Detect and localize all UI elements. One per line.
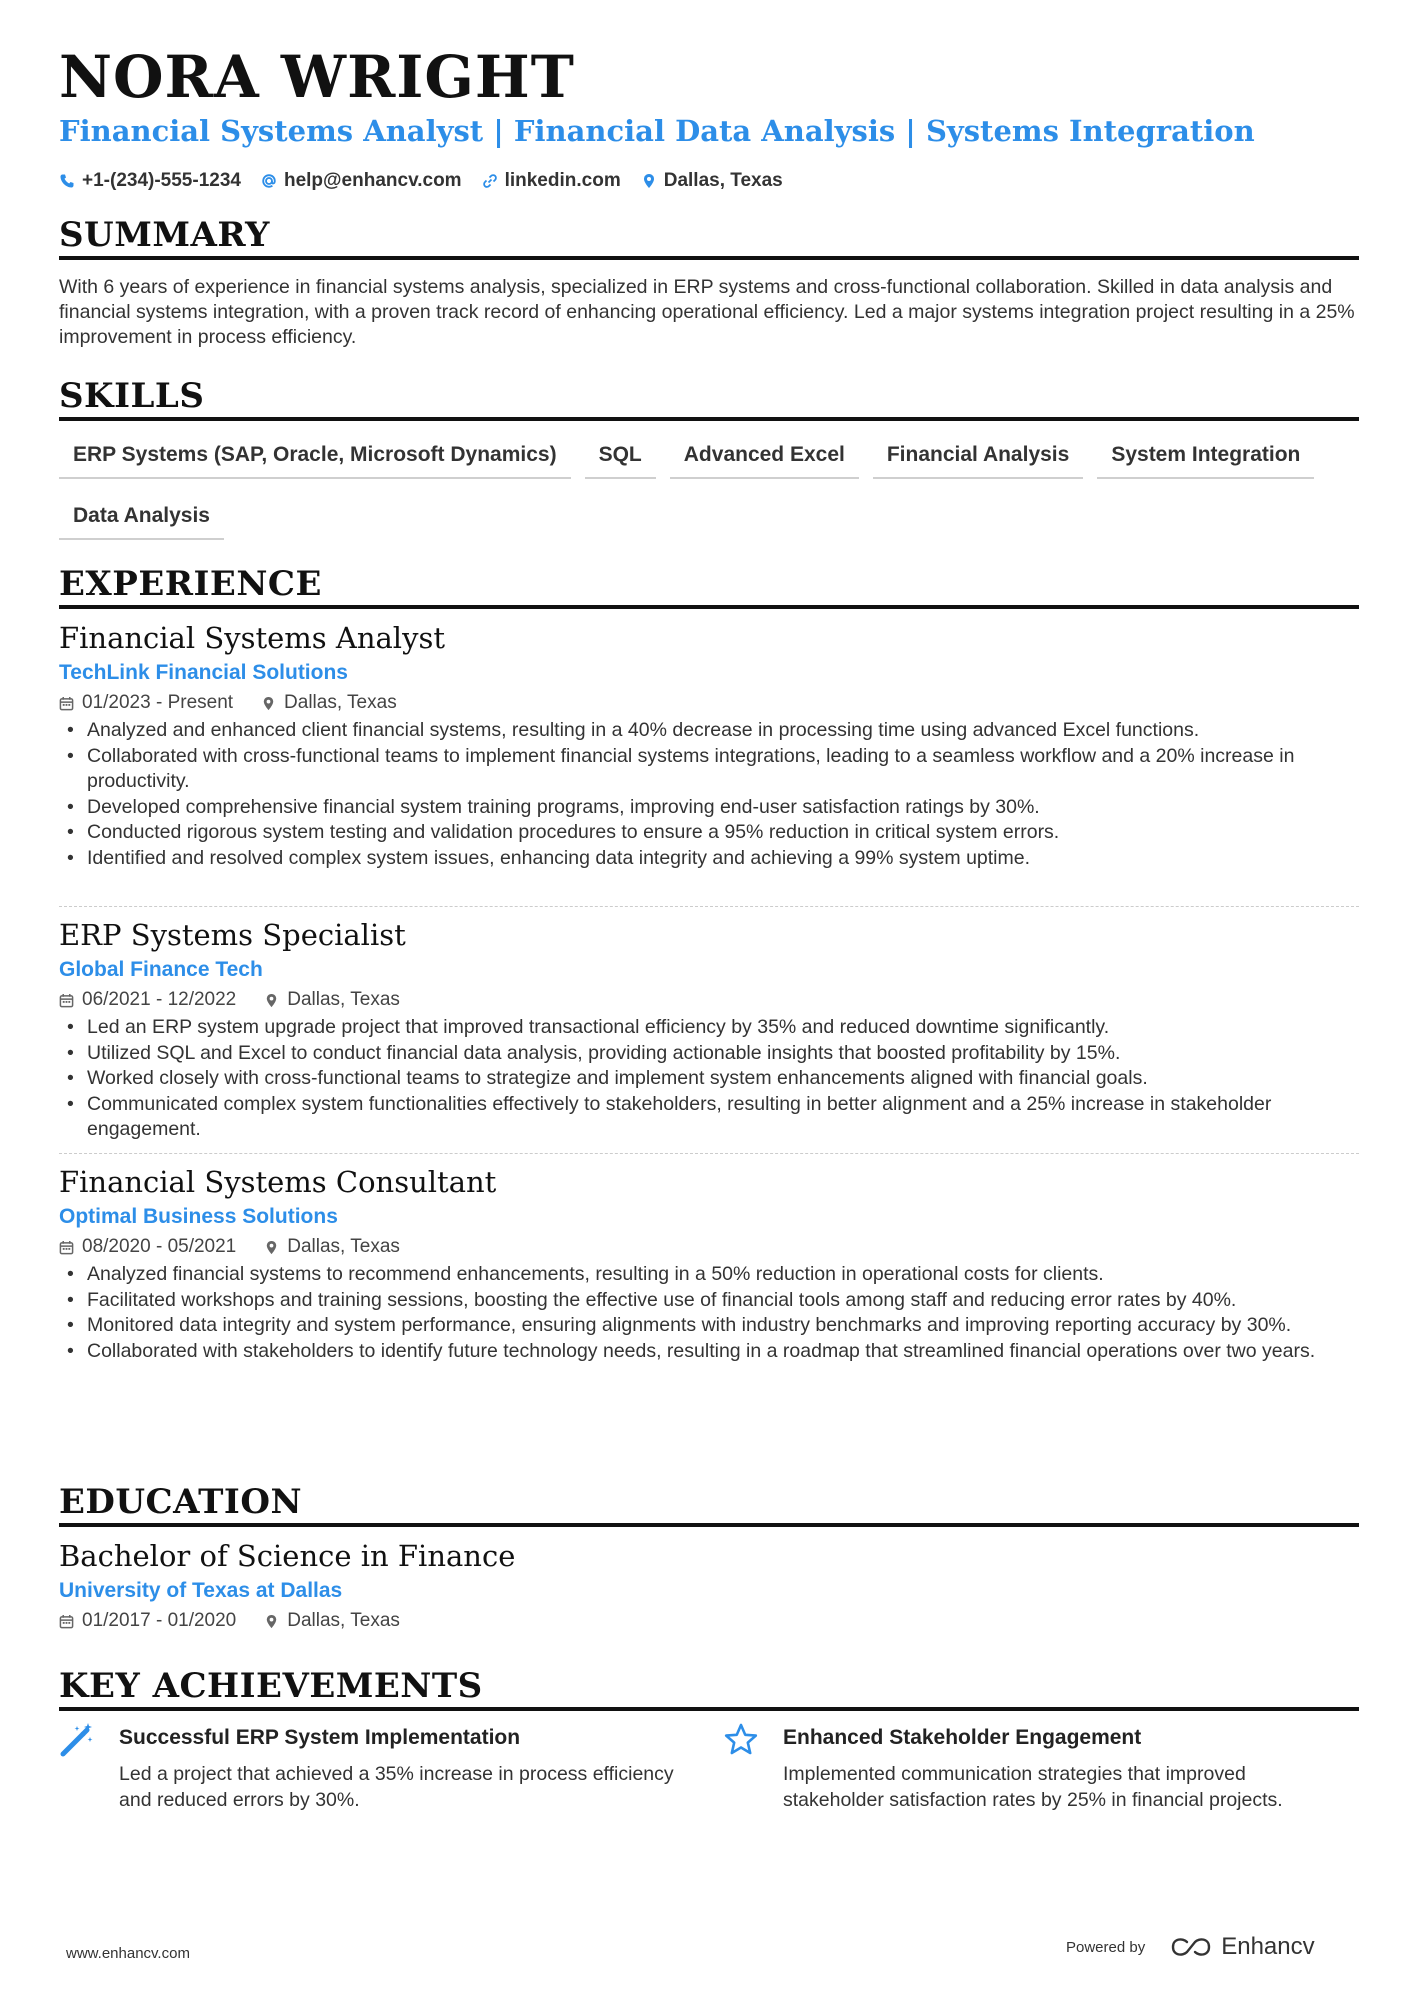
skill-tag: System Integration [1097, 438, 1314, 479]
job-bullets [59, 1262, 1359, 1364]
school-name[interactable]: University of Texas at Dallas [59, 1579, 343, 1602]
job-title: Financial Systems Consultant [59, 1165, 497, 1199]
skill-tag: Advanced Excel [670, 438, 859, 479]
job-company[interactable]: Optimal Business Solutions [59, 1205, 338, 1228]
job-meta [59, 688, 1359, 718]
achievement-title: Enhanced Stakeholder Engagement [783, 1726, 1142, 1749]
job-location: Dallas, Texas [264, 1232, 400, 1262]
job-bullet: • Communicated complex system functionalities effectively to stakeholders, resulting in better alignment and a 25% increase in stakeholder engagement. [59, 1092, 1359, 1143]
skills-heading: SKILLS [59, 378, 1359, 421]
job-bullets [59, 718, 1359, 871]
footer-branding [1066, 1933, 1315, 1961]
entry-divider [59, 906, 1359, 907]
job-bullet: • Utilized SQL and Excel to conduct financial data analysis, providing actionable insights that boosted profitability by 15%. [59, 1041, 1359, 1067]
experience-entry [59, 620, 1359, 871]
achievement-title: Successful ERP System Implementation [119, 1726, 521, 1749]
job-bullet: • Analyzed financial systems to recommend enhancements, resulting in a 50% reduction in operational costs for clients. [59, 1262, 1359, 1288]
candidate-headline: Financial Systems Analyst | Financial Data Analysis | Systems Integration [59, 114, 1255, 148]
candidate-name: NORA WRIGHT [59, 43, 575, 111]
job-bullet: • Worked closely with cross-functional teams to strategize and implement system enhancements aligned with financial goals. [59, 1066, 1359, 1092]
skills-list [59, 438, 1359, 540]
job-company[interactable]: TechLink Financial Solutions [59, 661, 348, 684]
brand-name: Enhancv [1221, 1933, 1315, 1960]
contact-bar [59, 170, 783, 192]
job-location: Dallas, Texas [261, 688, 397, 718]
contact-location [641, 170, 783, 192]
achievements-heading: KEY ACHIEVEMENTS [59, 1668, 1359, 1711]
link-icon [482, 173, 498, 189]
location-pin-icon [264, 993, 279, 1008]
star-icon [723, 1722, 759, 1758]
job-title: ERP Systems Specialist [59, 918, 406, 952]
job-bullet: • Developed comprehensive financial system training programs, improving end-user satisfaction ratings by 30%. [59, 795, 1359, 821]
achievement-desc: Implemented communication strategies that improved stakeholder satisfaction rates by 25% in financial projects. [783, 1763, 1283, 1811]
achievement-desc: Led a project that achieved a 35% increase in process efficiency and reduced errors by 30%. [119, 1763, 674, 1811]
job-bullet: • Collaborated with cross-functional teams to implement financial systems integrations, leading to a seamless workflow and a 20% increase in productivity. [59, 744, 1359, 795]
job-bullet: • Led an ERP system upgrade project that improved transactional efficiency by 35% and reduced downtime significantly. [59, 1015, 1359, 1041]
footer-website[interactable]: www.enhancv.com [66, 1945, 190, 1962]
location-pin-icon [264, 1614, 279, 1629]
job-bullet: • Analyzed and enhanced client financial systems, resulting in a 40% decrease in processing time using advanced Excel functions. [59, 718, 1359, 744]
job-bullet: • Monitored data integrity and system performance, ensuring alignments with industry benchmarks and improving reporting accuracy by 30%. [59, 1313, 1359, 1339]
contact-phone[interactable] [59, 170, 241, 192]
education-dates: 01/2017 - 01/2020 [59, 1606, 236, 1636]
location-pin-icon [261, 696, 276, 711]
linkedin-text: linkedin.com [504, 170, 621, 191]
experience-heading: EXPERIENCE [59, 566, 1359, 609]
job-dates: 06/2021 - 12/2022 [59, 985, 236, 1015]
job-bullet: • Identified and resolved complex system issues, enhancing data integrity and achieving a 99% system uptime. [59, 846, 1359, 872]
calendar-icon [59, 696, 74, 711]
location-pin-icon [641, 173, 657, 189]
calendar-icon [59, 1240, 74, 1255]
education-location: Dallas, Texas [264, 1606, 400, 1636]
experience-entry [59, 1164, 1359, 1364]
experience-entry [59, 917, 1359, 1143]
skill-tag: SQL [585, 438, 656, 479]
job-title: Financial Systems Analyst [59, 621, 445, 655]
job-meta [59, 985, 1359, 1015]
skill-tag: ERP Systems (SAP, Oracle, Microsoft Dynamics) [59, 438, 571, 479]
location-pin-icon [264, 1240, 279, 1255]
summary-text: With 6 years of experience in financial systems analysis, specialized in ERP systems and cross-functional collaboration. Skilled in data analysis and financial systems integration, with a proven track record of enhancing operational efficiency. Led a major systems integration project resulting in a 25% improvement in process efficiency. [59, 276, 1355, 348]
phone-icon [59, 173, 75, 189]
job-bullet: • Facilitated workshops and training sessions, boosting the effective use of financial tools among staff and reducing error rates by 40%. [59, 1288, 1359, 1314]
job-bullet: • Collaborated with stakeholders to identify future technology needs, resulting in a roadmap that streamlined financial operations over two years. [59, 1339, 1359, 1365]
email-text: help@enhancv.com [283, 170, 462, 191]
location-text: Dallas, Texas [663, 170, 783, 191]
entry-divider [59, 1153, 1359, 1154]
contact-linkedin[interactable] [482, 170, 621, 192]
powered-by-text: Powered by [1066, 1938, 1146, 1956]
skill-tag: Data Analysis [59, 499, 224, 540]
brand-logo[interactable] [1169, 1933, 1314, 1961]
job-company[interactable]: Global Finance Tech [59, 958, 263, 981]
job-location: Dallas, Texas [264, 985, 400, 1015]
enhancv-logo-icon [1169, 1936, 1213, 1958]
phone-text: +1-(234)-555-1234 [82, 170, 241, 191]
calendar-icon [59, 1614, 74, 1629]
job-dates: 01/2023 - Present [59, 688, 233, 718]
job-bullet: • Conducted rigorous system testing and validation procedures to ensure a 95% reduction in critical system errors. [59, 820, 1359, 846]
contact-email[interactable] [261, 170, 462, 192]
calendar-icon [59, 993, 74, 1008]
job-bullets [59, 1015, 1359, 1143]
degree-title: Bachelor of Science in Finance [59, 1539, 516, 1573]
education-heading: EDUCATION [59, 1484, 1359, 1527]
magic-wand-icon [59, 1722, 95, 1758]
at-icon [261, 173, 277, 189]
summary-heading: SUMMARY [59, 217, 1359, 260]
education-entry [59, 1538, 1359, 1636]
education-meta [59, 1606, 1359, 1636]
job-dates: 08/2020 - 05/2021 [59, 1232, 236, 1262]
job-meta [59, 1232, 1359, 1262]
skill-tag: Financial Analysis [873, 438, 1083, 479]
